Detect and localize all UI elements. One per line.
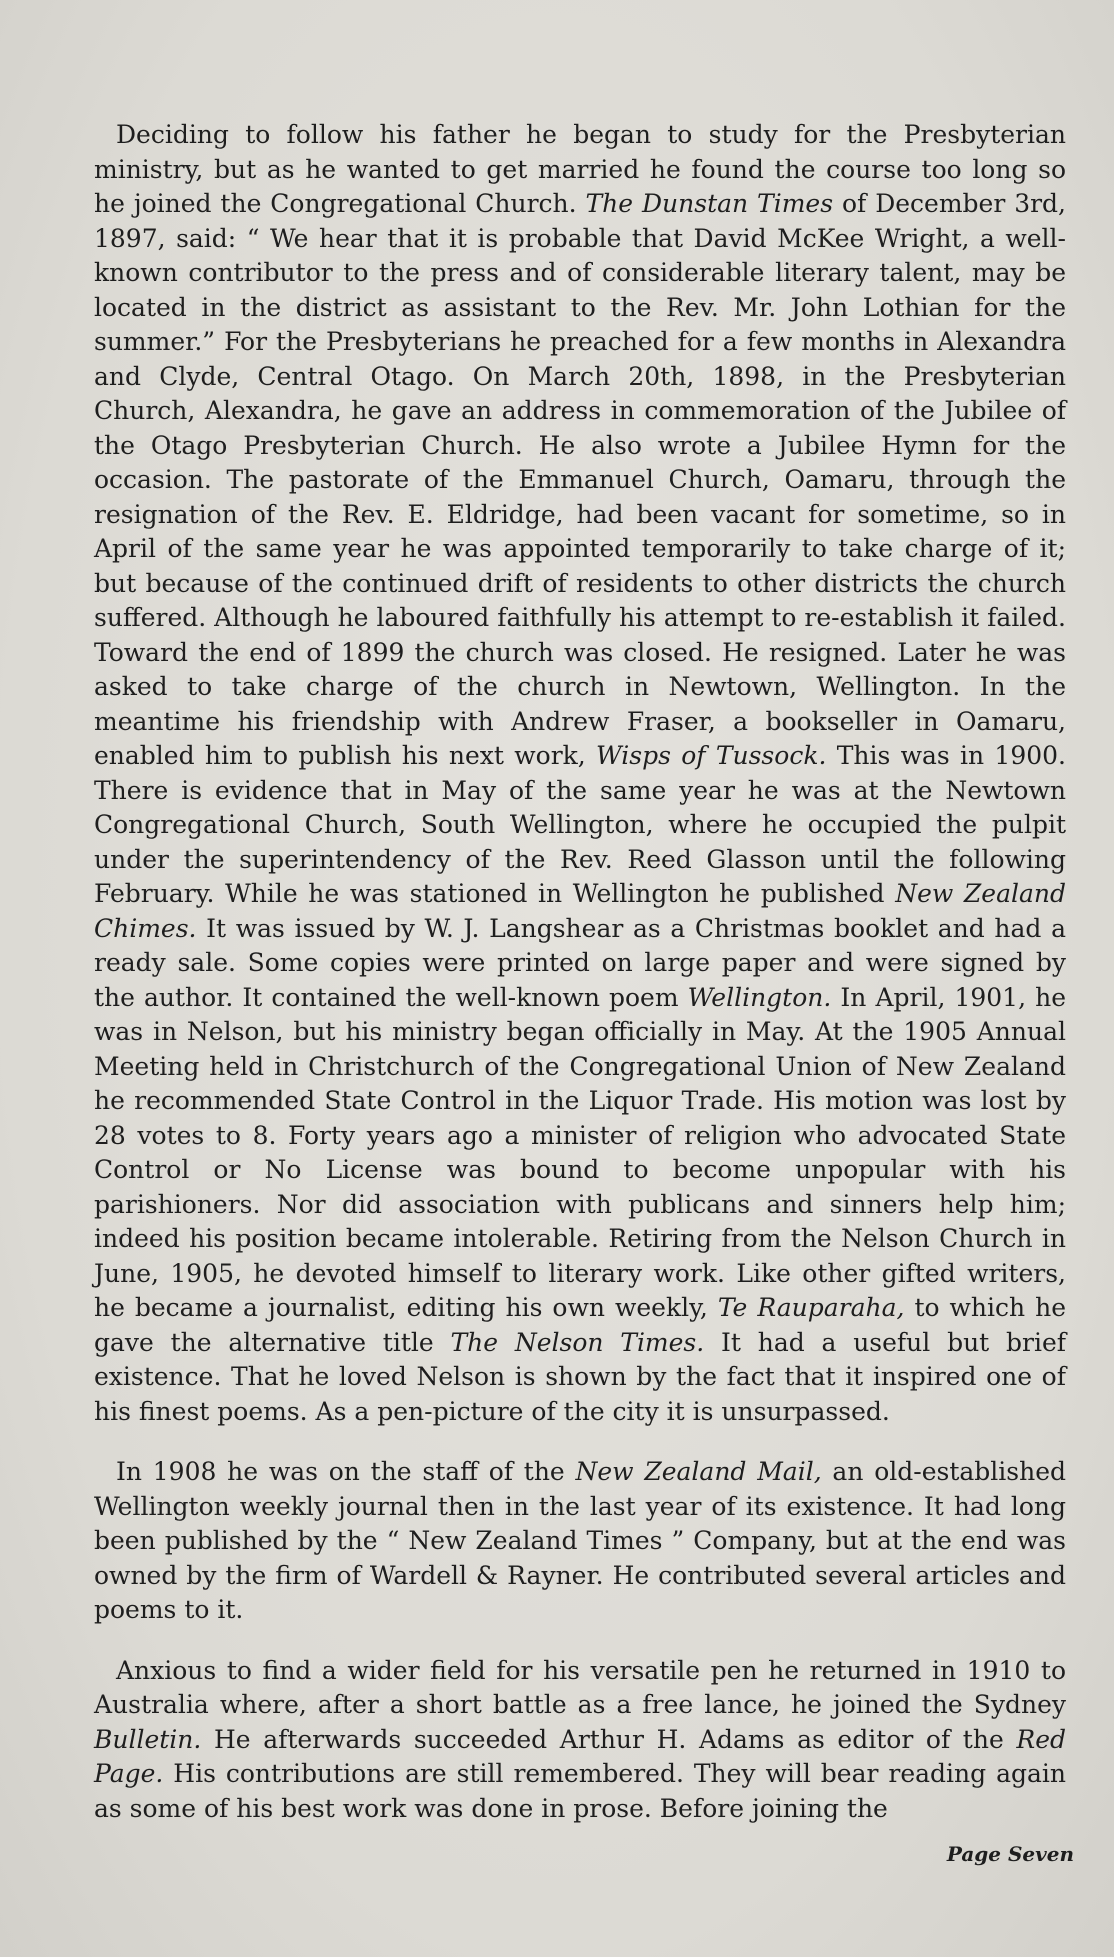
body-text-segment: In April, 1901, he was in Nelson, but his ministry began officially in May. At the 1905 Annual Meeting held in Christchurch of the Congregational Union of New Zealand he recommended State Control in the Liquor Trade. His motion was lost by 28 votes to 8. Forty years ago a minister of religion who advocated State Control or No License was bound to become unpopular with his parishioners. Nor did association with publicans and sinners help him; indeed his position became intolerable. Retiring from the Nelson Church in June, 1905, he devoted himself to literary work. Like other gifted writers, he became a journalist, editing his own weekly,	[94, 982, 1066, 1322]
page-number: Page Seven	[946, 1842, 1074, 1866]
italic-title-text: The Dunstan Times	[585, 189, 834, 218]
italic-title-text: Te Rauparaha,	[717, 1293, 905, 1322]
body-text-segment: It had a useful but brief existence. That he loved Nelson is shown by the fact that it inspired one of his finest poems. As a pen-picture of the city it is unsurpassed.	[94, 1327, 1067, 1426]
italic-title-text: The Nelson Times.	[450, 1327, 705, 1357]
body-text-segment: This was in 1900. There is evidence that in May of the same year he was at the Newtown Congregational Church, South Wellington, where he occupied the pulpit under the superintendency of the Rev. Reed Glasson until the following February. While he was stationed in Wellington he published	[94, 741, 1066, 908]
italic-title-text: Wellington.	[687, 982, 832, 1012]
body-text-segment: to which he gave the alternative title	[94, 1293, 1066, 1357]
paragraph-1	[94, 118, 1066, 1429]
body-text-segment: an old-established Wellington weekly journal then in the last year of its existence. It had long been published by the “ New Zealand Times ” Company, but at the end was owned by the firm of Wardell & Rayner. He contributed several articles and poems to it.	[94, 1457, 1066, 1624]
italic-title-text: New Zealand Mail,	[575, 1457, 822, 1486]
body-text-segment: of December 3rd, 1897, said: “ We hear that it is probable that David McKee Wright, a well-known contributor to the press and of considerable literary talent, may be located in the district as assistant to the Rev. Mr. John Lothian for the summer.” For the Presbyterians he preached for a few months in Alexandra and Clyde, Central Otago. On March 20th, 1898, in the Presbyterian Church, Alexandra, he gave an address in commemoration of the Jubilee of the Otago Presbyterian Church. He also wrote a Jubilee Hymn for the occasion. The pastorate of the Emmanuel Church, Oamaru, through the resignation of the Rev. E. Eldridge, had been vacant for sometime, so in April of the same year he was appointed temporarily to take charge of it; but because of the continued drift of residents to other districts the church suffered. Although he laboured faithfully his attempt to re-establish it failed. Toward the end of 1899 the church was closed. He resigned. Later he was asked to take charge of the church in Newtown, Wellington. In the meantime his friendship with Andrew Fraser, a bookseller in Oamaru, enabled him to publish his next work,	[94, 189, 1067, 770]
italic-title-text: Bulletin.	[94, 1724, 202, 1754]
italic-title-text: New Zealand Chimes.	[94, 879, 1067, 943]
paragraph-3	[94, 1654, 1066, 1827]
paragraph-2	[94, 1455, 1066, 1628]
body-text-segment: He afterwards succeeded Arthur H. Adams as editor of the	[201, 1724, 1017, 1754]
body-text-segment: It was issued by W. J. Langshear as a Christmas booklet and had a ready sale. Some copies were printed on large paper and were signed by the author. It contained the well-known poem	[94, 913, 1066, 1012]
body-text-segment: Anxious to find a wider field for his versatile pen he returned in 1910 to Australia where, after a short battle as a free lance, he joined the Sydney	[94, 1655, 1066, 1719]
body-text-segment: In 1908 he was on the staff of the	[116, 1457, 576, 1486]
italic-title-text: Wisps of Tussock.	[596, 741, 827, 770]
italic-title-text: Red Page.	[94, 1724, 1066, 1788]
body-text-segment: Deciding to follow his father he began to study for the Presbyterian ministry, but as he wanted to get married he found the course too long so he joined the Congregational Church.	[94, 120, 1066, 218]
body-text-segment: His contributions are still remembered. They will bear reading again as some of his best work was done in prose. Before joining the	[94, 1759, 1066, 1823]
body-text	[94, 118, 1066, 1852]
